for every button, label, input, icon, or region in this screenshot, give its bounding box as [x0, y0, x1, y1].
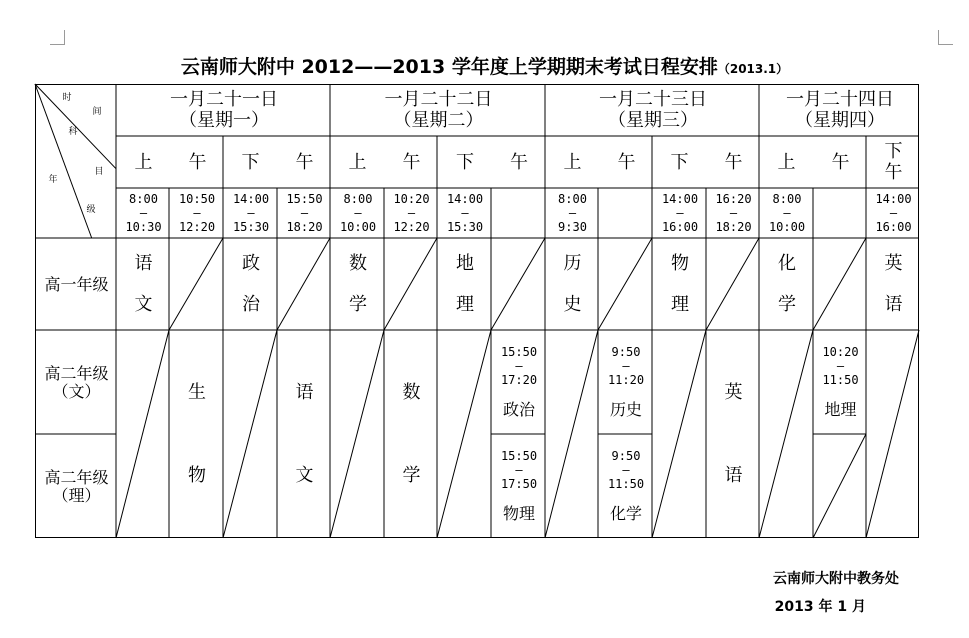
grade1-subject-5: 数 学 — [349, 252, 367, 316]
row-header-grade1: 高一年级 — [44, 274, 109, 294]
grade2-empty-diagonal — [866, 330, 919, 538]
time-slot-1: 8:00 — 10:30 — [125, 192, 162, 234]
period-header-3: 上 午 — [348, 151, 421, 173]
footer-office: 云南师大附中教务处 — [773, 571, 899, 587]
time-slot-11: 14:00 — 16:00 — [661, 192, 699, 234]
period-header-6: 下 午 — [670, 151, 743, 173]
time-slot-14 — [814, 189, 867, 239]
grade2-empty-diagonal — [545, 330, 598, 538]
grade2-sci-10-subject: 化学 — [609, 503, 642, 523]
grade2-arts-8-time: 15:50 — 17:20 — [500, 345, 538, 387]
day-header-3: 一月二十三日 （星期三） — [599, 89, 707, 131]
day-header-4: 一月二十四日 （星期四） — [786, 89, 894, 131]
grade2-arts-8-subject: 政治 — [502, 399, 535, 419]
grade1-subject-3: 政 治 — [242, 252, 260, 316]
corner-label-time-2: 间 — [92, 106, 102, 117]
corner-label-subject-1: 科 — [68, 126, 78, 137]
grade1-subject-11: 物 理 — [671, 252, 689, 316]
crop-mark-top-left — [50, 30, 65, 45]
day-header-2: 一月二十二日 （星期二） — [384, 89, 493, 131]
time-slot-8 — [492, 189, 546, 239]
time-slot-7: 14:00 — 15:30 — [446, 192, 484, 234]
corner-label-grade-1: 年 — [48, 174, 58, 185]
grade1-subject-13: 化 学 — [778, 252, 796, 316]
grade1-subject-9: 历 史 — [563, 252, 582, 316]
grade1-empty-diagonal — [706, 238, 759, 330]
grade1-empty-diagonal — [598, 238, 652, 330]
grade2-empty-diagonal — [330, 330, 384, 538]
period-header-5: 上 午 — [563, 151, 636, 173]
time-slot-10 — [599, 189, 653, 239]
grade2-empty-diagonal — [759, 330, 813, 538]
grade2-sci-empty-diagonal — [813, 434, 866, 538]
grade2-arts-10-subject: 历史 — [609, 399, 642, 419]
grade1-empty-diagonal — [491, 238, 545, 330]
time-slot-4: 15:50 — 18:20 — [286, 192, 323, 234]
time-slot-3: 14:00 — 15:30 — [232, 192, 270, 234]
time-slot-5: 8:00 — 10:00 — [339, 192, 377, 234]
row-header-grade2-sci: 高二年级 （理） — [44, 467, 109, 505]
grade2-empty-diagonal — [116, 330, 169, 538]
grade2-subject-6: 数 学 — [402, 382, 421, 487]
period-header-1: 上 午 — [134, 151, 207, 173]
day-header-1: 一月二十一日 （星期一） — [170, 89, 278, 131]
grade2-subject-12: 英 语 — [724, 382, 743, 487]
period-header-4: 下 午 — [456, 151, 528, 173]
time-slot-15: 14:00 — 16:00 — [875, 192, 912, 234]
period-header-2: 下 午 — [241, 151, 314, 173]
time-slot-12: 16:20 — 18:20 — [715, 192, 752, 234]
corner-label-time-1: 时 — [62, 92, 72, 103]
grade1-subject-7: 地 理 — [456, 252, 474, 316]
grade2-empty-diagonal — [437, 330, 491, 538]
grade2-sci-8-subject: 物理 — [502, 503, 535, 523]
time-slot-9: 8:00 — 9:30 — [558, 192, 587, 234]
time-slot-13: 8:00 — 10:00 — [768, 192, 806, 234]
grade2-empty-diagonal — [652, 330, 706, 538]
grade2-arts-14-time: 10:20 — 11:50 — [822, 345, 859, 387]
corner-label-subject-2: 目 — [94, 166, 104, 177]
grade1-subject-15: 英 语 — [884, 252, 903, 316]
corner-label-grade-2: 级 — [86, 204, 96, 215]
grade1-empty-diagonal — [813, 238, 866, 330]
crop-mark-top-right — [938, 30, 953, 45]
period-header-8: 下 午 — [884, 141, 903, 183]
page-title — [0, 52, 969, 79]
grade2-empty-diagonal — [223, 330, 277, 538]
grade1-empty-diagonal — [169, 238, 223, 330]
time-slot-2: 10:50 — 12:20 — [178, 192, 216, 234]
grade2-sci-8-time: 15:50 — 17:50 — [500, 449, 538, 491]
row-header-grade2-arts: 高二年级 （文） — [44, 363, 109, 401]
grade1-empty-diagonal — [277, 238, 330, 330]
footer-date: 2013 年 1 月 — [774, 599, 866, 615]
exam-schedule-table — [35, 84, 919, 538]
grade1-empty-diagonal — [384, 238, 437, 330]
period-header-7: 上 午 — [777, 151, 850, 173]
time-slot-6: 10:20 — 12:20 — [393, 192, 430, 234]
title-main: 云南师大附中 2012——2013 学年度上学期期末考试日程安排 — [180, 56, 718, 78]
grade1-subject-1: 语 文 — [134, 252, 153, 316]
grade2-sci-10-time: 9:50 — 11:50 — [607, 449, 645, 491]
grade2-subject-2: 生 物 — [188, 382, 206, 487]
title-note: （2013.1） — [717, 62, 789, 76]
grade2-arts-14-subject: 地理 — [824, 399, 857, 419]
grade2-subject-4: 语 文 — [295, 382, 314, 487]
grade2-arts-10-time: 9:50 — 11:20 — [607, 345, 645, 387]
